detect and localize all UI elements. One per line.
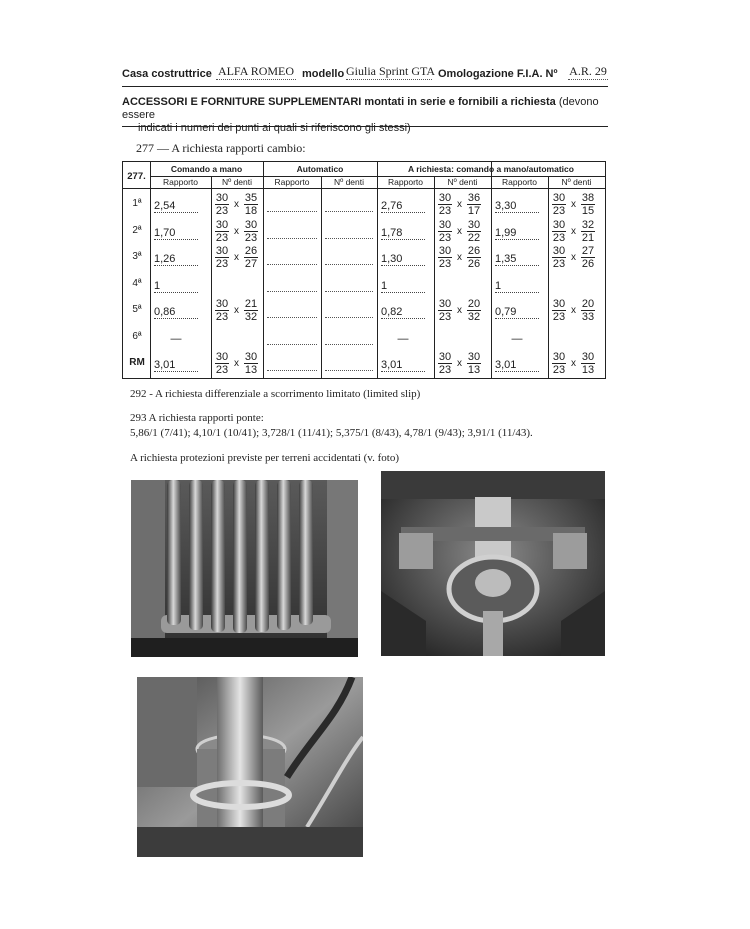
teeth-fraction-a-den: 23 <box>215 231 229 244</box>
teeth-fraction-b-den: 15 <box>581 205 595 217</box>
teeth-fraction-a <box>438 298 452 323</box>
teeth-fraction-a-den: 23 <box>438 205 452 217</box>
times-sign: x <box>571 358 576 369</box>
teeth-fraction-b-num: 30 <box>244 351 258 363</box>
teeth-fraction-b <box>467 298 481 323</box>
row-label-0: 1ª <box>132 198 142 209</box>
teeth-fraction-a-num: 30 <box>552 245 566 257</box>
teeth-fraction-a-den: 23 <box>438 231 452 244</box>
teeth-fraction-a <box>215 245 229 270</box>
item-293-values: 5,86/1 (7/41); 4,10/1 (10/41); 3,728/1 (11/41); 5,375/1 (8/43), 4,78/1 (9/43); 3,91/1 (11/43). <box>130 427 533 439</box>
rapporto-value: 3,30 <box>495 200 539 213</box>
teeth-fraction-b-den: 32 <box>244 311 258 323</box>
times-sign: x <box>234 199 239 210</box>
rapporto-value: 1 <box>154 280 198 293</box>
teeth-fraction-b-num: 32 <box>581 218 595 231</box>
col-denti-2: Nº denti <box>333 177 365 187</box>
teeth-fraction-b-den: 13 <box>581 364 595 376</box>
teeth-fraction-b-num: 30 <box>467 218 481 231</box>
teeth-fraction-b-den: 26 <box>467 258 481 270</box>
rapporto-value: 1,99 <box>495 227 539 240</box>
automatic-empty-cell <box>267 238 317 239</box>
rapporto-value: — <box>170 332 182 345</box>
rapporto-value: 2,76 <box>381 200 425 213</box>
teeth-fraction-a-den: 23 <box>552 258 566 270</box>
gear-ratio-table <box>122 161 606 379</box>
teeth-fraction-b <box>244 219 258 244</box>
teeth-fraction-b <box>467 192 481 217</box>
teeth-fraction-a-den: 23 <box>552 311 566 323</box>
teeth-fraction-a <box>552 219 566 244</box>
teeth-fraction-b-num: 30 <box>244 218 258 231</box>
section-title <box>122 96 612 135</box>
group-automatic: Automatico <box>296 164 344 174</box>
teeth-fraction-b <box>581 219 595 244</box>
teeth-fraction-a-num: 30 <box>552 192 566 204</box>
teeth-fraction-b <box>244 298 258 323</box>
teeth-fraction-a-num: 30 <box>552 351 566 363</box>
teeth-fraction-b-num: 26 <box>467 245 481 257</box>
times-sign: x <box>457 225 462 237</box>
teeth-fraction-b-den: 26 <box>581 258 595 270</box>
row-label-5: 6ª <box>132 330 142 342</box>
row-label-6: RM <box>129 357 145 368</box>
teeth-fraction-b <box>467 219 481 244</box>
automatic-empty-cell <box>325 291 373 292</box>
automatic-empty-cell <box>267 264 317 265</box>
teeth-fraction-b-den: 32 <box>467 311 481 323</box>
teeth-fraction-b-den: 17 <box>467 205 481 217</box>
automatic-empty-cell <box>267 211 317 212</box>
teeth-fraction-b-num: 21 <box>244 298 258 310</box>
rapporto-value: 1,35 <box>495 253 539 266</box>
times-sign: x <box>571 305 576 316</box>
teeth-fraction-a-den: 23 <box>438 258 452 270</box>
document-header <box>122 64 608 82</box>
omologazione-value: A.R. 29 <box>569 64 607 78</box>
times-sign: x <box>571 225 576 237</box>
teeth-fraction-b-num: 35 <box>244 192 258 204</box>
automatic-empty-cell <box>325 238 373 239</box>
photo-sump-guard <box>131 480 358 657</box>
rapporto-value: — <box>511 332 523 345</box>
teeth-fraction-b <box>467 245 481 270</box>
teeth-fraction-a-num: 30 <box>438 218 452 231</box>
teeth-fraction-b-num: 36 <box>467 192 481 204</box>
teeth-fraction-a-den: 23 <box>215 205 229 217</box>
times-sign: x <box>457 199 462 210</box>
teeth-fraction-a-num: 30 <box>438 245 452 257</box>
teeth-fraction-a-den: 23 <box>552 231 566 244</box>
teeth-fraction-b <box>244 351 258 376</box>
teeth-fraction-b-num: 30 <box>581 351 595 363</box>
times-sign: x <box>457 305 462 316</box>
rapporto-value: 1 <box>495 280 539 293</box>
rapporto-value: 1,30 <box>381 253 425 266</box>
col-denti-4: Nº denti <box>561 177 592 187</box>
teeth-fraction-a <box>438 219 452 244</box>
col-denti-1: Nº denti <box>221 177 253 187</box>
automatic-empty-cell <box>325 264 373 265</box>
teeth-fraction-b <box>581 245 595 270</box>
teeth-fraction-a <box>215 192 229 217</box>
row-label-4: 5ª <box>132 304 142 315</box>
teeth-fraction-b-num: 26 <box>244 245 258 257</box>
rapporto-value: 1,70 <box>154 227 198 240</box>
rapporto-value: 1 <box>381 280 425 293</box>
automatic-empty-cell <box>267 317 317 318</box>
teeth-fraction-b-num: 30 <box>467 351 481 363</box>
times-sign: x <box>234 358 239 369</box>
times-sign: x <box>234 225 239 237</box>
rapporto-value: 3,01 <box>495 359 539 372</box>
teeth-fraction-b-num: 20 <box>581 298 595 310</box>
teeth-fraction-b <box>581 351 595 376</box>
photo-shaft-guard <box>137 677 363 857</box>
teeth-fraction-b <box>467 351 481 376</box>
teeth-fraction-a <box>438 192 452 217</box>
teeth-fraction-a-den: 23 <box>215 311 229 323</box>
teeth-fraction-a <box>552 351 566 376</box>
section-subtitle: indicati i numeri dei punti ai quali si riferiscono gli stessi) <box>138 122 411 134</box>
rapporto-value: 1,26 <box>154 253 198 266</box>
times-sign: x <box>457 252 462 263</box>
teeth-fraction-b-den: 22 <box>467 231 481 244</box>
casa-label: Casa costruttrice <box>122 68 212 80</box>
row-label-2: 3ª <box>132 251 142 262</box>
teeth-fraction-a-den: 23 <box>552 364 566 376</box>
teeth-fraction-a-den: 23 <box>215 258 229 270</box>
teeth-fraction-a-num: 30 <box>215 218 229 231</box>
rapporto-value: 3,01 <box>381 359 425 372</box>
times-sign: x <box>571 199 576 210</box>
teeth-fraction-b <box>581 298 595 323</box>
teeth-fraction-a <box>438 351 452 376</box>
teeth-fraction-a-num: 30 <box>215 298 229 310</box>
teeth-fraction-a <box>215 219 229 244</box>
teeth-fraction-a <box>552 298 566 323</box>
teeth-fraction-a <box>215 351 229 376</box>
teeth-fraction-a <box>552 192 566 217</box>
section-title-bold: ACCESSORI E FORNITURE SUPPLEMENTARI montati in serie e fornibili a richiesta <box>122 96 556 108</box>
teeth-fraction-b-den: 33 <box>581 311 595 323</box>
modello-label: modello <box>302 68 345 80</box>
item-277-heading: 277 — A richiesta rapporti cambio: <box>136 141 306 155</box>
teeth-fraction-a-den: 23 <box>438 311 452 323</box>
teeth-fraction-b-den: 13 <box>244 364 258 376</box>
teeth-fraction-a <box>438 245 452 270</box>
group-request: A richiesta: comando a mano/automatico <box>408 164 574 174</box>
rapporto-value: 0,82 <box>381 306 425 319</box>
automatic-empty-cell <box>325 370 373 371</box>
teeth-fraction-a-num: 30 <box>552 218 566 231</box>
teeth-fraction-a-num: 30 <box>438 192 452 204</box>
group-manual: Comando a mano <box>170 164 243 174</box>
teeth-fraction-b-den: 21 <box>581 231 595 244</box>
rapporto-value: 2,54 <box>154 200 198 213</box>
row-label-1: 2ª <box>132 224 142 236</box>
teeth-fraction-a-den: 23 <box>438 364 452 376</box>
times-sign: x <box>571 252 576 263</box>
item-293-title: 293 A richiesta rapporti ponte: <box>130 412 264 424</box>
automatic-empty-cell <box>267 344 317 345</box>
times-sign: x <box>457 358 462 369</box>
teeth-fraction-b-den: 18 <box>244 205 258 217</box>
teeth-fraction-b-num: 20 <box>467 298 481 310</box>
col-rapporto-2: Rapporto <box>274 177 310 187</box>
teeth-fraction-b-den: 13 <box>467 364 481 376</box>
times-sign: x <box>234 305 239 316</box>
teeth-fraction-a-num: 30 <box>215 192 229 204</box>
automatic-empty-cell <box>267 291 317 292</box>
teeth-fraction-a-num: 30 <box>438 298 452 310</box>
teeth-fraction-b <box>244 192 258 217</box>
teeth-fraction-a-num: 30 <box>552 298 566 310</box>
teeth-fraction-a-den: 23 <box>552 205 566 217</box>
modello-value: Giulia Sprint GTA <box>346 64 436 78</box>
teeth-fraction-b <box>581 192 595 217</box>
photo-differential <box>381 471 605 656</box>
rapporto-value: 3,01 <box>154 359 198 372</box>
teeth-fraction-a-num: 30 <box>215 245 229 257</box>
teeth-fraction-b-den: 27 <box>244 258 258 270</box>
omologazione-label: Omologazione F.I.A. Nº <box>438 68 558 80</box>
section-title-rest: (devono essere <box>122 96 599 121</box>
automatic-empty-cell <box>325 317 373 318</box>
teeth-fraction-b <box>244 245 258 270</box>
times-sign: x <box>234 252 239 263</box>
row-label-3: 4ª <box>132 277 142 289</box>
header-rule <box>122 86 608 87</box>
automatic-empty-cell <box>325 344 373 345</box>
col-denti-3: Nº denti <box>447 177 478 187</box>
teeth-fraction-a-den: 23 <box>215 364 229 376</box>
table-number: 277. <box>127 171 146 182</box>
teeth-fraction-b-den: 23 <box>244 231 258 244</box>
col-rapporto-4: Rapporto <box>502 177 537 187</box>
item-292: 292 - A richiesta differenziale a scorrimento limitato (limited slip) <box>130 388 421 400</box>
teeth-fraction-a-num: 30 <box>215 351 229 363</box>
automatic-empty-cell <box>267 370 317 371</box>
casa-value: ALFA ROMEO <box>217 64 295 78</box>
col-rapporto-1: Rapporto <box>163 177 198 187</box>
automatic-empty-cell <box>325 211 373 212</box>
section-rule <box>122 126 608 127</box>
protezioni-note: A richiesta protezioni previste per terreni accidentati (v. foto) <box>130 452 399 464</box>
teeth-fraction-b-num: 27 <box>581 245 595 257</box>
col-rapporto-3: Rapporto <box>388 177 423 187</box>
rapporto-value: — <box>397 332 409 345</box>
teeth-fraction-a <box>215 298 229 323</box>
rapporto-value: 0,86 <box>154 306 198 319</box>
teeth-fraction-a <box>552 245 566 270</box>
rapporto-value: 0,79 <box>495 306 539 319</box>
rapporto-value: 1,78 <box>381 227 425 240</box>
teeth-fraction-b-num: 38 <box>581 192 595 204</box>
teeth-fraction-a-num: 30 <box>438 351 452 363</box>
